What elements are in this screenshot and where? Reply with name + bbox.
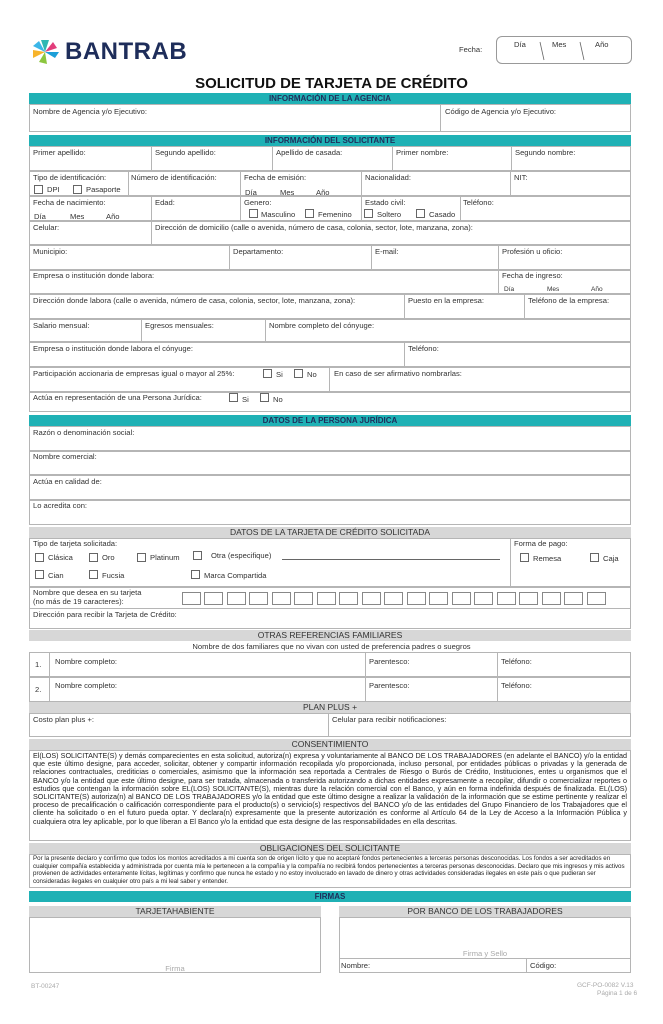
cobrand-label: Marca Compartida <box>204 571 267 580</box>
footer-page: Página 1 de 6 <box>597 990 638 997</box>
consent-text: El(LOS) SOLICITANTE(S) y demás comparecientes en esta solicitud, autoriza(n) expresa y voluntariamente al BANCO DE LOS TRABAJADORES (en adelante el BANCO) y/o la entidad que este último designe, para acceder, solicitar, obtener y compartir información recopilada y/o proporcionada, incluso personal, por entidades públicas o privadas y la generada de relaciones contractuales, crediticias o comerciales, asimismo que la información sea reportada a Centrales de Riesgo o Burós de Crédito, Instituciones, entes u organismos que el BANCO y/o la entidad que este último designe, para ser tratada, almacenada o transferida autorizando a dichas entidades expresamente a recopilar, difundir o comercializar reportes o estudios que contengan la información sobre EL(LOS) SOLICITANTE(S), mientras dure la relación comercial con el Banco, y aún en forma indefinida después de finalizada. EL(LOS) SOLICITANTE(S) autoriza(n) al BANCO DE LOS TRABAJADORES y/o la entidad que este último designe a realizar la validación de la información que se estime pertinente y realizar el proceso de precalificación o calificación correspondiente para el producto(s) o servicio(s) respectivos del BANCO y/o de las entidades del Grupo Financiero de los Trabajadores que el cliente ha solicitado o en el futuro pueda optar. Y declara(n) expresamente que la presente autorización es conforme al Artículo 64 de la Ley de Acceso a la Información Pública y cualquiera otra ley aplicable, por lo que liberan a El Banco y/o la entidad que esta designe de las responsabilidades en ella descritas. <box>33 751 627 826</box>
cobrand-checkbox[interactable] <box>191 570 200 579</box>
other-label: Otra (especifique) <box>211 551 272 560</box>
birth-year: Año <box>106 212 120 221</box>
legal-entity-header: DATOS DE LA PERSONA JURÍDICA <box>29 415 631 426</box>
married-checkbox[interactable] <box>416 209 425 218</box>
date-year: Año <box>595 40 609 49</box>
reference-2-number: 2. <box>35 685 42 694</box>
spouse-name-field[interactable]: Nombre completo del cónyuge: <box>269 321 375 330</box>
commercial-name-field[interactable]: Nombre comercial: <box>33 452 97 461</box>
reference-1-phone-field[interactable]: Teléfono: <box>501 657 532 666</box>
cyan-checkbox[interactable] <box>35 570 44 579</box>
birth-date-field[interactable]: Fecha de nacimiento: <box>33 198 106 207</box>
gold-label: Oro <box>102 553 115 562</box>
reference-1-relation-field[interactable]: Parentesco: <box>369 657 410 666</box>
cyan-label: Cian <box>48 571 64 580</box>
phone-field[interactable]: Teléfono: <box>463 198 494 207</box>
brand-name: BANTRAB <box>65 38 188 65</box>
married-label: Casado <box>429 210 456 219</box>
employer-field[interactable]: Empresa o institución donde labora: <box>33 271 155 280</box>
single-checkbox[interactable] <box>364 209 373 218</box>
first-surname-field[interactable]: Primer apellido: <box>33 148 86 157</box>
shareholding-yes-label: Si <box>276 370 283 379</box>
business-name-field[interactable]: Razón o denominación social: <box>33 428 135 437</box>
obligations-text: Por la presente declaro y confirmo que todos los montos acreditados a mi cuenta son de origen lícito y que no aceptaré fondos pertenecientes a terceras personas desconocidas. Los fondos a ser acreditados en cualquier compañía establecida y administrada por cuenta mía le pertenecen a la compañía y la compañía no recibirá fondos pertenecientes a terceras personas desconocidas. Declaro que mis ingresos y mis activos provienen de actividades enteramente lícitas, legítimas y confirmo que nunca he estado y no estoy involucrado en lavado de dinero y otras actividades consideradas ilegales en este país o que pudieran ser consideradas ilegales en cualquier otro país a mi leal saber y entender. <box>33 855 625 885</box>
reference-2-phone-field[interactable]: Teléfono: <box>501 681 532 690</box>
single-label: Soltero <box>377 210 402 219</box>
issue-month: Mes <box>280 188 295 197</box>
fuchsia-checkbox[interactable] <box>89 570 98 579</box>
obligations-header: OBLIGACIONES DEL SOLICITANTE <box>29 843 631 854</box>
signatures-header: FIRMAS <box>29 891 631 902</box>
passport-label: Pasaporte <box>86 185 121 194</box>
plan-plus-header: PLAN PLUS + <box>29 702 631 713</box>
female-label: Femenino <box>318 210 352 219</box>
date-day: Día <box>514 40 526 49</box>
bank-signature-label: Firma y Sello <box>462 949 508 958</box>
holder-header: TARJETAHABIENTE <box>29 906 321 917</box>
id-number-field[interactable]: Número de identificación: <box>131 173 217 182</box>
classic-label: Clásica <box>48 553 73 562</box>
other-line[interactable] <box>282 559 500 560</box>
mobile-field[interactable]: Celular: <box>33 223 60 232</box>
department-field[interactable]: Departamento: <box>233 247 284 256</box>
card-header: DATOS DE LA TARJETA DE CRÉDITO SOLICITADA <box>29 527 631 538</box>
fuchsia-label: Fucsia <box>102 571 125 580</box>
second-surname-field[interactable]: Segundo apellido: <box>155 148 216 157</box>
first-name-field[interactable]: Primer nombre: <box>396 148 449 157</box>
shareholding-no-label: No <box>307 370 317 379</box>
platinum-checkbox[interactable] <box>137 553 146 562</box>
dpi-label: DPI <box>47 185 60 194</box>
card-type-label: Tipo de tarjeta solicitada: <box>33 539 118 548</box>
start-year: Año <box>591 286 603 293</box>
footer-form-code: BT-00247 <box>31 983 60 990</box>
remittance-label: Remesa <box>533 554 562 563</box>
notification-mobile-field[interactable]: Celular para recibir notificaciones: <box>332 715 447 724</box>
date-month: Mes <box>552 40 567 49</box>
gender-label: Genero: <box>244 198 272 207</box>
reference-1-name-field[interactable]: Nombre completo: <box>55 657 118 666</box>
bank-name-field[interactable]: Nombre: <box>341 961 371 970</box>
plan-cost-field[interactable]: Costo plan plus +: <box>33 715 94 724</box>
legal-rep-no-label: No <box>273 395 283 404</box>
expenses-field[interactable]: Egresos mensuales: <box>145 321 214 330</box>
email-field[interactable]: E-mail: <box>375 247 399 256</box>
classic-checkbox[interactable] <box>35 553 44 562</box>
legal-rep-no-checkbox[interactable] <box>260 393 269 402</box>
other-checkbox[interactable] <box>193 551 202 560</box>
company-phone-field[interactable]: Teléfono de la empresa: <box>528 296 610 305</box>
age-field[interactable]: Edad: <box>155 198 175 207</box>
cashier-checkbox[interactable] <box>590 553 599 562</box>
shareholding-yes-checkbox[interactable] <box>263 369 272 378</box>
spouse-employer-field[interactable]: Empresa o institución donde labora el cónyuge: <box>33 344 193 353</box>
shareholding-label: Participación accionaria de empresas igual o mayor al 25%: <box>33 369 235 378</box>
reference-2-name-field[interactable]: Nombre completo: <box>55 681 118 690</box>
shareholding-no-checkbox[interactable] <box>294 369 303 378</box>
dpi-checkbox[interactable] <box>34 185 43 194</box>
married-surname-field[interactable]: Apellido de casada: <box>276 148 343 157</box>
civil-status-label: Estado civil: <box>365 198 406 207</box>
legal-rep-label: Actúa en representación de una Persona Jurídica: <box>33 393 202 402</box>
bank-header: POR BANCO DE LOS TRABAJADORES <box>339 906 631 917</box>
male-label: Masculino <box>261 210 296 219</box>
date-label: Fecha: <box>459 45 483 54</box>
salary-field[interactable]: Salario mensual: <box>33 321 90 330</box>
legal-rep-yes-label: Si <box>242 395 249 404</box>
consent-header: CONSENTIMIENTO <box>29 739 631 750</box>
issue-year: Año <box>316 188 330 197</box>
gold-checkbox[interactable] <box>89 553 98 562</box>
capacity-field[interactable]: Actúa en calidad de: <box>33 477 102 486</box>
max-chars-label: (no más de 19 caracteres): <box>33 597 124 606</box>
work-address-field[interactable]: Dirección donde labora (calle o avenida, número de casa, colonia, sector, lote, manzana, zona): <box>33 296 356 305</box>
bank-signature-area[interactable] <box>339 917 631 973</box>
agent-field[interactable]: Nombre de Agencia y/o Ejecutivo: <box>33 107 147 116</box>
home-address-field[interactable]: Dirección de domicilio (calle o avenida, número de casa, colonia, sector, lote, manzana, zona): <box>155 223 473 232</box>
holder-signature-label: Firma <box>165 964 185 973</box>
nationality-field[interactable]: Nacionalidad: <box>365 173 412 182</box>
agency-code-field[interactable]: Código de Agencia y/o Ejecutivo: <box>445 107 557 116</box>
accredits-field[interactable]: Lo acredita con: <box>33 501 88 510</box>
municipality-field[interactable]: Municipio: <box>33 247 68 256</box>
applicant-header: INFORMACIÓN DEL SOLICITANTE <box>29 135 631 146</box>
references-subtitle: Nombre de dos familiares que no vivan con usted de preferencia padres o suegros <box>192 642 471 651</box>
id-type-label: Tipo de identificación: <box>33 173 107 182</box>
remittance-checkbox[interactable] <box>520 553 529 562</box>
name-on-card-label: Nombre que desea en su tarjeta <box>33 588 142 597</box>
reference-1-number: 1. <box>35 660 42 669</box>
spouse-phone-field[interactable]: Teléfono: <box>408 344 439 353</box>
name-on-card-cells[interactable] <box>182 592 610 607</box>
birth-month: Mes <box>70 212 85 221</box>
male-checkbox[interactable] <box>249 209 258 218</box>
legal-rep-yes-checkbox[interactable] <box>229 393 238 402</box>
platinum-label: Platinum <box>150 553 180 562</box>
issue-date-field[interactable]: Fecha de emisión: <box>244 173 307 182</box>
profession-field[interactable]: Profesión u oficio: <box>502 247 563 256</box>
start-date-field[interactable]: Fecha de ingreso: <box>502 271 563 280</box>
nit-field[interactable]: NIT: <box>514 173 528 182</box>
references-header: OTRAS REFERENCIAS FAMILIARES <box>29 630 631 641</box>
footer-version: GCF-PO-0082 V.13 <box>577 982 634 989</box>
position-field[interactable]: Puesto en la empresa: <box>408 296 484 305</box>
page-title: SOLICITUD DE TARJETA DE CRÉDITO <box>195 75 468 92</box>
female-checkbox[interactable] <box>305 209 314 218</box>
reference-2-relation-field[interactable]: Parentesco: <box>369 681 410 690</box>
brand-logo-icon <box>31 38 63 66</box>
second-name-field[interactable]: Segundo nombre: <box>515 148 576 157</box>
bank-code-field[interactable]: Código: <box>530 961 557 970</box>
affirmative-field[interactable]: En caso de ser afirmativo nombrarlas: <box>334 369 462 378</box>
start-month: Mes <box>547 286 560 293</box>
start-day: Día <box>504 286 515 293</box>
agency-header: INFORMACIÓN DE LA AGENCIA <box>29 93 631 104</box>
delivery-address-field[interactable]: Dirección para recibir la Tarjeta de Crédito: <box>33 610 177 619</box>
payment-label: Forma de pago: <box>514 539 568 548</box>
birth-day: Día <box>34 212 46 221</box>
passport-checkbox[interactable] <box>73 185 82 194</box>
cashier-label: Caja <box>603 554 619 563</box>
date-separators <box>496 36 632 64</box>
issue-day: Día <box>245 188 257 197</box>
